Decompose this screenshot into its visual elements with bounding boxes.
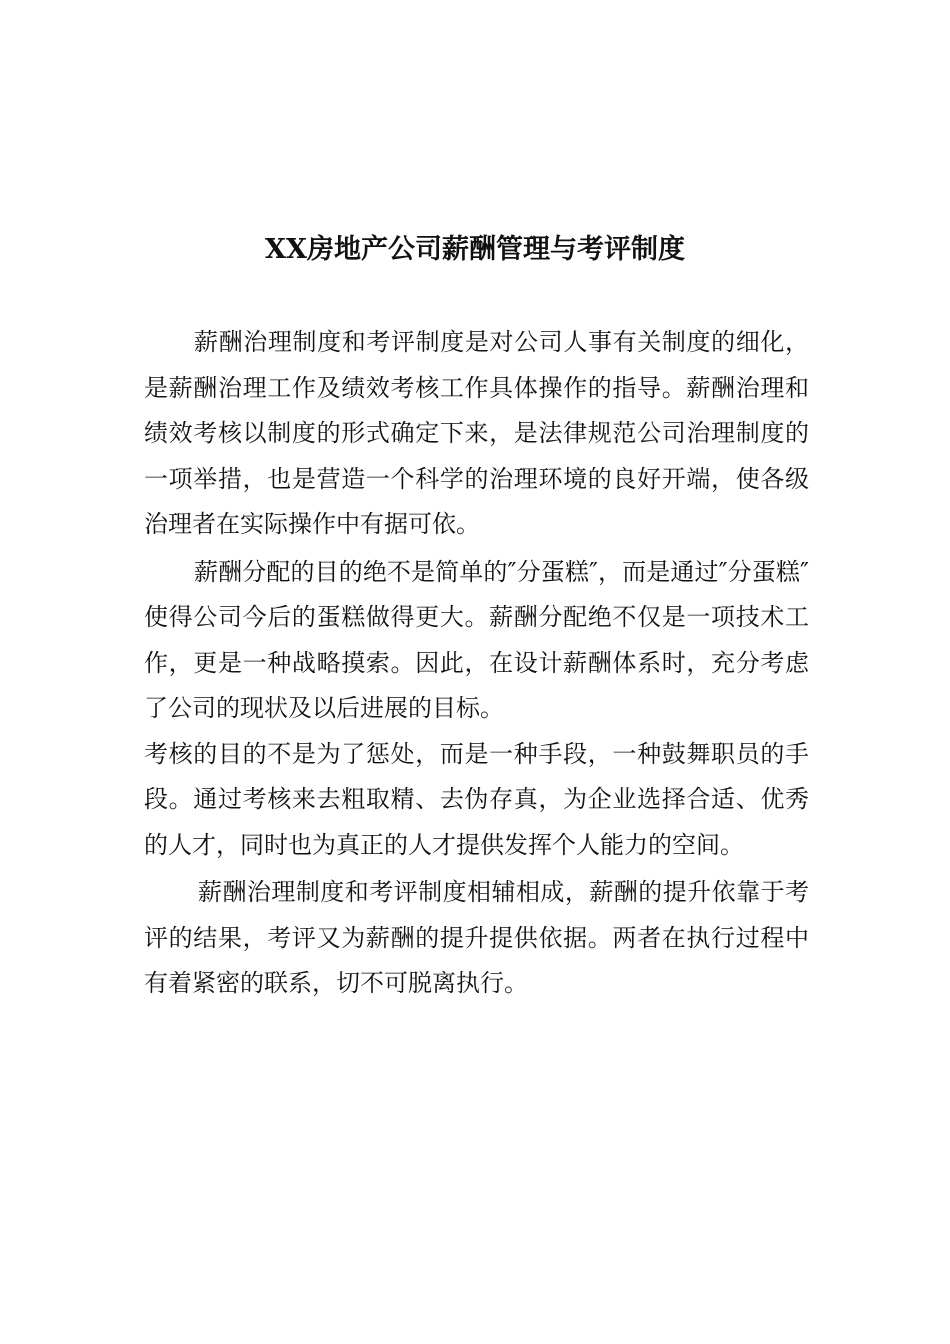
paragraph-4: 薪酬治理制度和考评制度相辅相成，薪酬的提升依靠于考评的结果，考评又为薪酬的提升提供依据。两者在执行过程中有着紧密的联系，切不可脱离执行。 xyxy=(144,878,809,997)
paragraph-1: 薪酬治理制度和考评制度是对公司人事有关制度的细化，是薪酬治理工作及绩效考核工作具体操作的指导。薪酬治理和绩效考核以制度的形式确定下来，是法律规范公司治理制度的一项举措，也是营造一个科学的治理环境的良好开端，使各级治理者在实际操作中有据可依。 xyxy=(144,328,809,538)
document-body xyxy=(144,320,809,1007)
paragraph-2: 薪酬分配的目的绝不是简单的″分蛋糕″，而是通过″分蛋糕″使得公司今后的蛋糕做得更大。薪酬分配绝不仅是一项技术工作，更是一种战略摸索。因此，在设计薪酬体系时，充分考虑了公司的现状及以后进展的目标。 xyxy=(144,557,809,722)
paragraph-3: 考核的目的不是为了惩处，而是一种手段，一种鼓舞职员的手段。通过考核来去粗取精、去伪存真，为企业选择合适、优秀的人才，同时也为真正的人才提供发挥个人能力的空间。 xyxy=(144,739,809,859)
document-title: XX房地产公司薪酬管理与考评制度 xyxy=(265,234,685,265)
